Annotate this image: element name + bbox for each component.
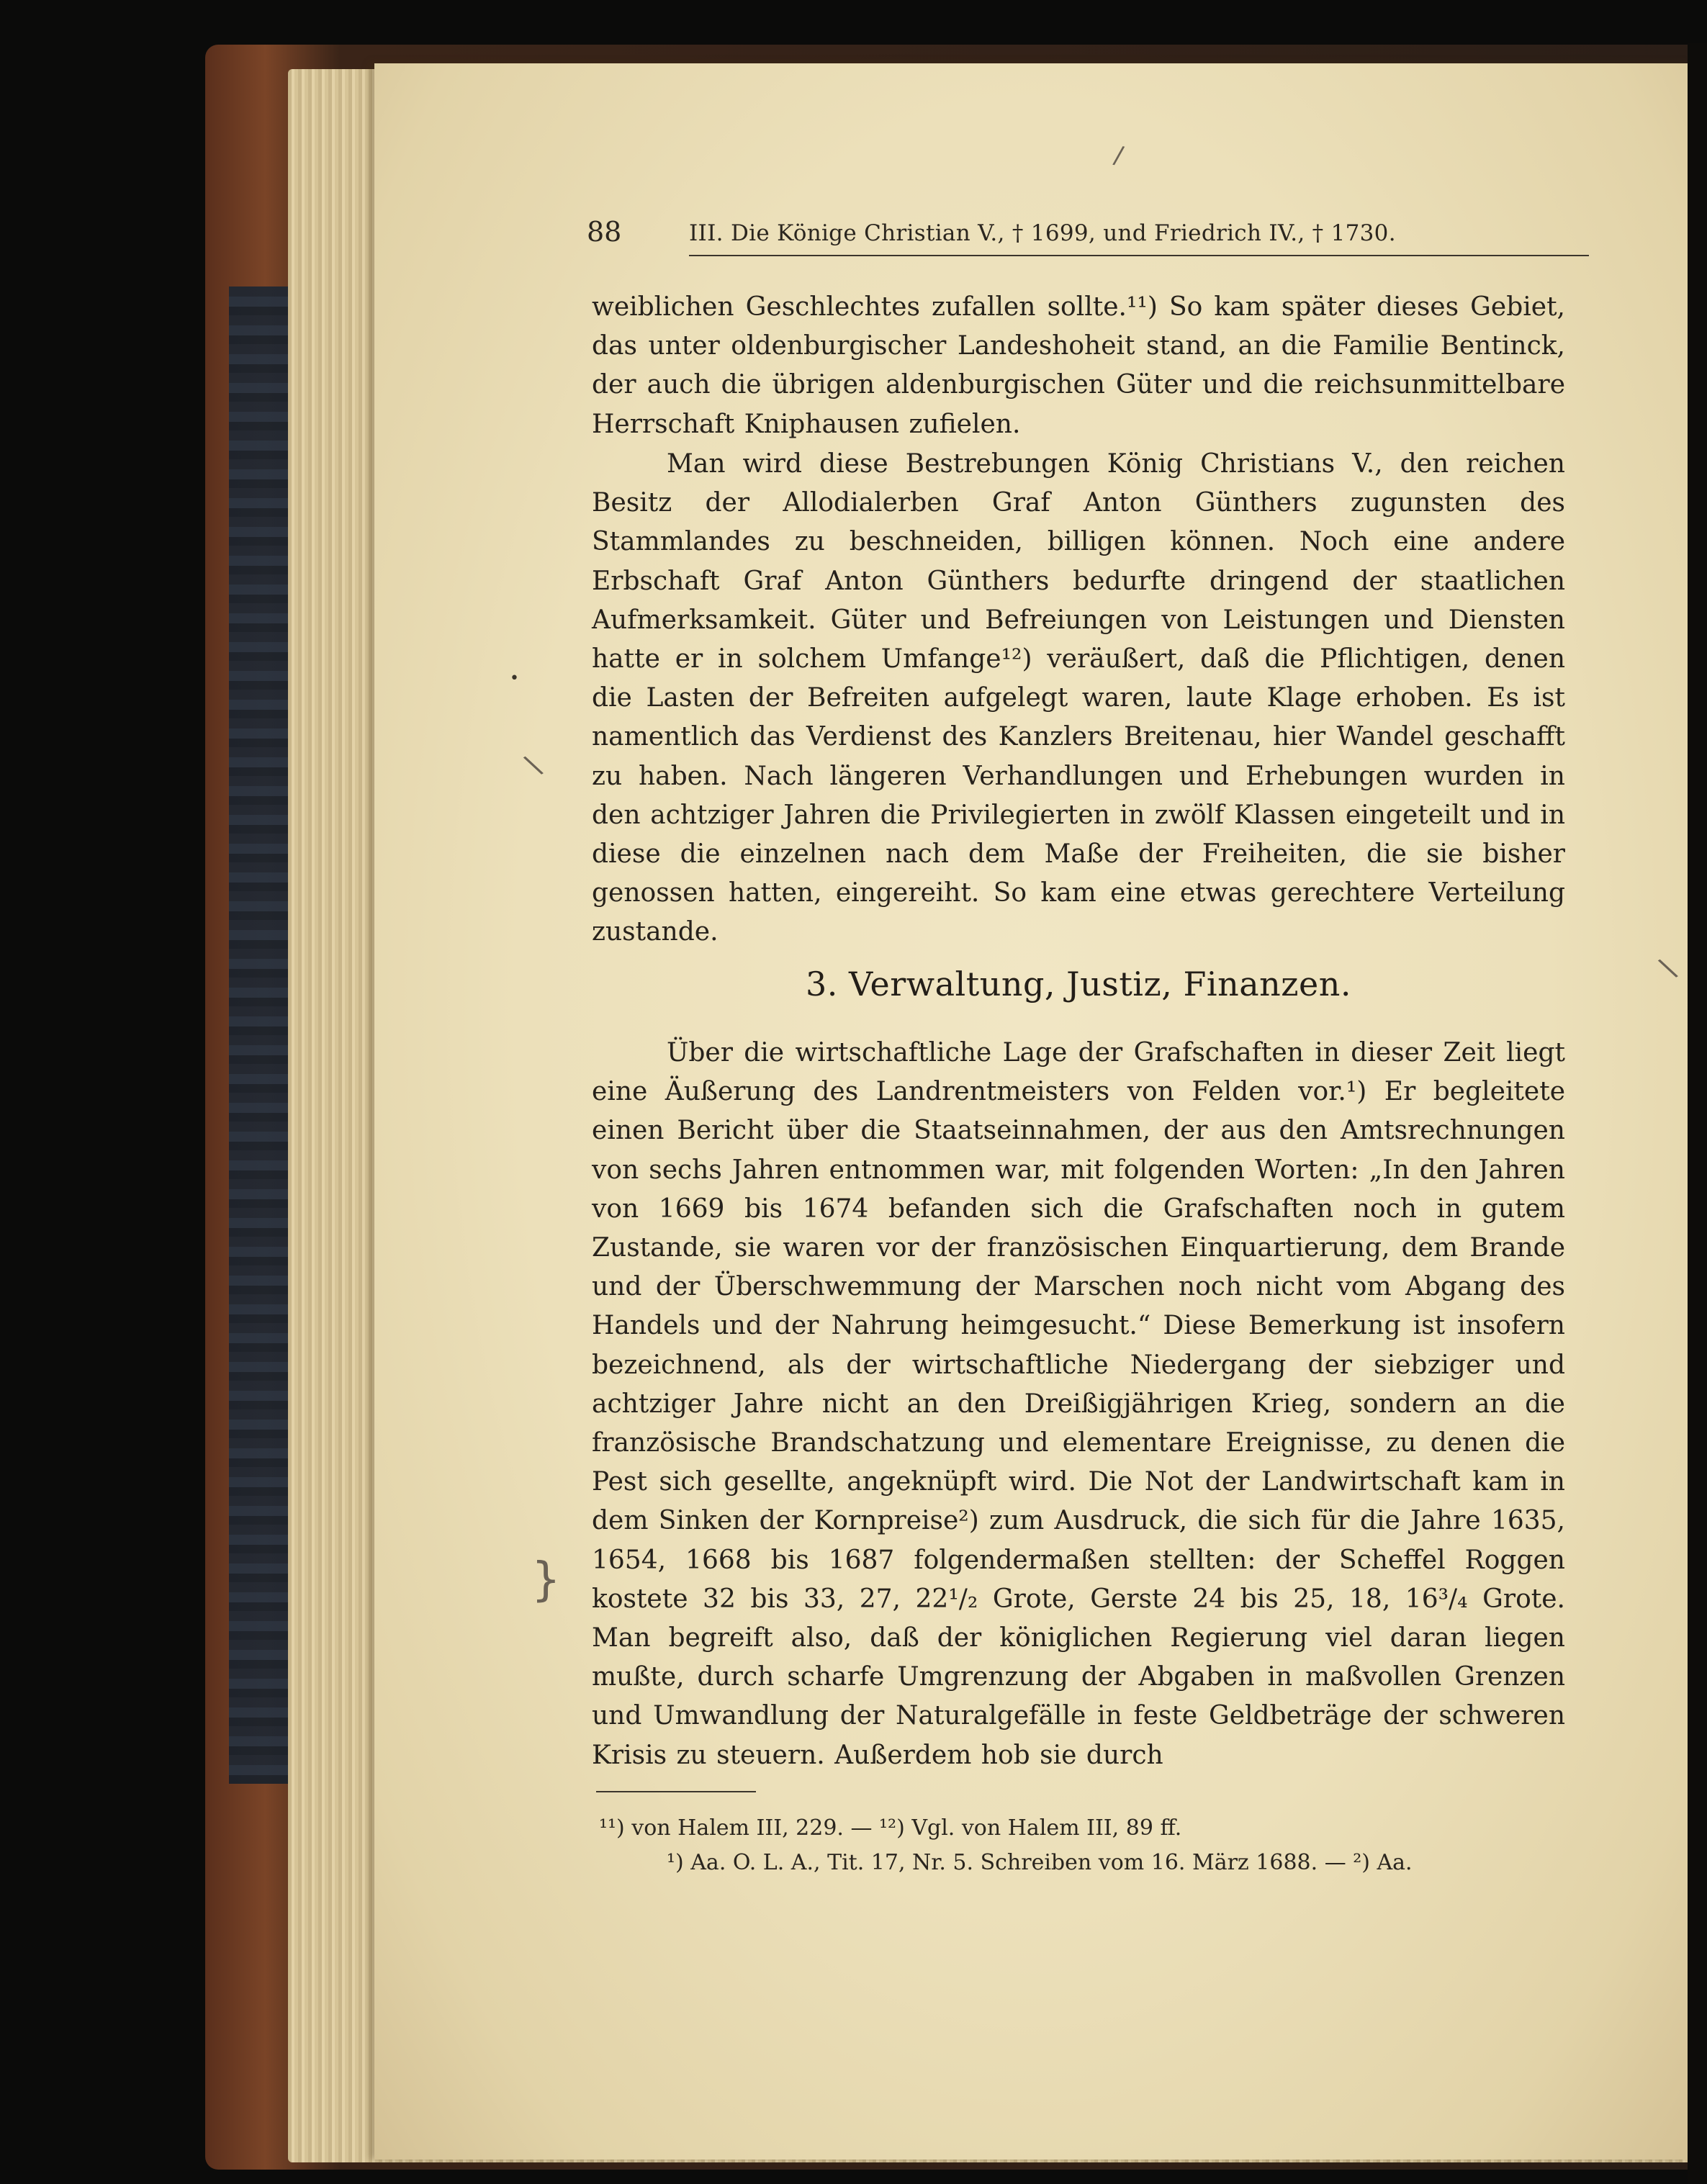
paragraph-2: Man wird diese Bestrebungen König Christians V., den reichen Besitz der Allodialerben Graf Anton Günthers zugunsten des Stammlandes zu beschneiden, billigen können. Noch eine andere Erbschaft Graf Anton Günthers bedurfte dringend der staatlichen Aufmerksamkeit. Güter und Befreiungen von Leistungen und Diensten hatte er in solchem Umfange¹²) veräußert, daß die Pflichtigen, denen die Lasten der Befreiten aufgelegt waren, laute Klage erhoben. Es ist namentlich das Verdienst des Kanzlers Breitenau, hier Wandel geschafft zu haben. Nach längeren Verhandlungen und Erhebungen wurden in den achtziger Jahren die Privilegierten in zwölf Klassen eingeteilt und in diese die einzelnen nach dem Maße der Freiheiten, die sie bisher genossen hatten, eingereiht. So kam eine etwas gerechtere Verteilung zustande. xyxy=(592,449,1565,947)
pencil-mark-right: \ xyxy=(1655,951,1681,985)
book-spine-cloth xyxy=(229,286,295,1784)
running-header xyxy=(587,216,1559,256)
section-heading: 3. Verwaltung, Justiz, Finanzen. xyxy=(805,965,1352,1003)
footnote-rule xyxy=(596,1791,756,1792)
page-number: 88 xyxy=(587,216,622,248)
pencil-mark-left: \ xyxy=(521,748,546,782)
pencil-bracket: } xyxy=(531,1553,561,1607)
footnote-line-2: ¹) Aa. O. L. A., Tit. 17, Nr. 5. Schreiben vom 16. März 1688. — ²) Aa. xyxy=(667,1850,1413,1875)
ink-dot: • xyxy=(510,669,519,687)
paragraph-1: weiblichen Geschlechtes zufallen sollte.¹¹) So kam später dieses Gebiet, das unter oldenburgischer Landeshoheit stand, an die Familie Bentinck, der auch die übrigen aldenburgischen Güter und die reichsunmittelbare Herrschaft Kniphausen zufielen. xyxy=(592,292,1565,439)
footnote-line-1: ¹¹) von Halem III, 229. — ¹²) Vgl. von Halem III, 89 ff. xyxy=(599,1815,1182,1841)
pencil-mark-top: / xyxy=(1111,140,1126,171)
running-header-title: III. Die Könige Christian V., † 1699, und Friedrich IV., † 1730. xyxy=(689,220,1396,246)
paragraph-3: Über die wirtschaftliche Lage der Grafschaften in dieser Zeit liegt eine Äußerung des Landrentmeisters von Felden vor.¹) Er begleitete einen Bericht über die Staatseinnahmen, der aus den Amtsrechnungen von sechs Jahren entnommen war, mit folgenden Worten: „In den Jahren von 1669 bis 1674 befanden sich die Grafschaften noch in gutem Zustande, sie waren vor der französischen Einquartierung, dem Brande und der Überschwemmung der Marschen noch nicht vom Abgang des Handels und der Nahrung heimgesucht.“ Diese Bemerkung ist insofern bezeichnend, als der wirtschaftliche Niedergang der siebziger und achtziger Jahre nicht an den Dreißigjährigen Krieg, sondern an die französische Brandschatzung und elementare Ereignisse, zu denen die Pest sich gesellte, angeknüpft wird. Die Not der Landwirtschaft kam in dem Sinken der Kornpreise²) zum Ausdruck, die sich für die Jahre 1635, 1654, 1668 bis 1687 folgendermaßen stellten: der Scheffel Roggen kostete 32 bis 33, 27, 22¹/₂ Grote, Gerste 24 bis 25, 18, 16³/₄ Grote. Man begreift also, daß der königlichen Regierung viel daran liegen mußte, durch scharfe Umgrenzung der Abgaben in maßvollen Grenzen und Umwandlung der Naturalgefälle in feste Geldbeträge der schweren Krisis zu steuern. Außerdem hob sie durch xyxy=(592,1038,1565,1770)
header-rule xyxy=(689,255,1589,256)
background-edge xyxy=(1688,43,1707,2184)
